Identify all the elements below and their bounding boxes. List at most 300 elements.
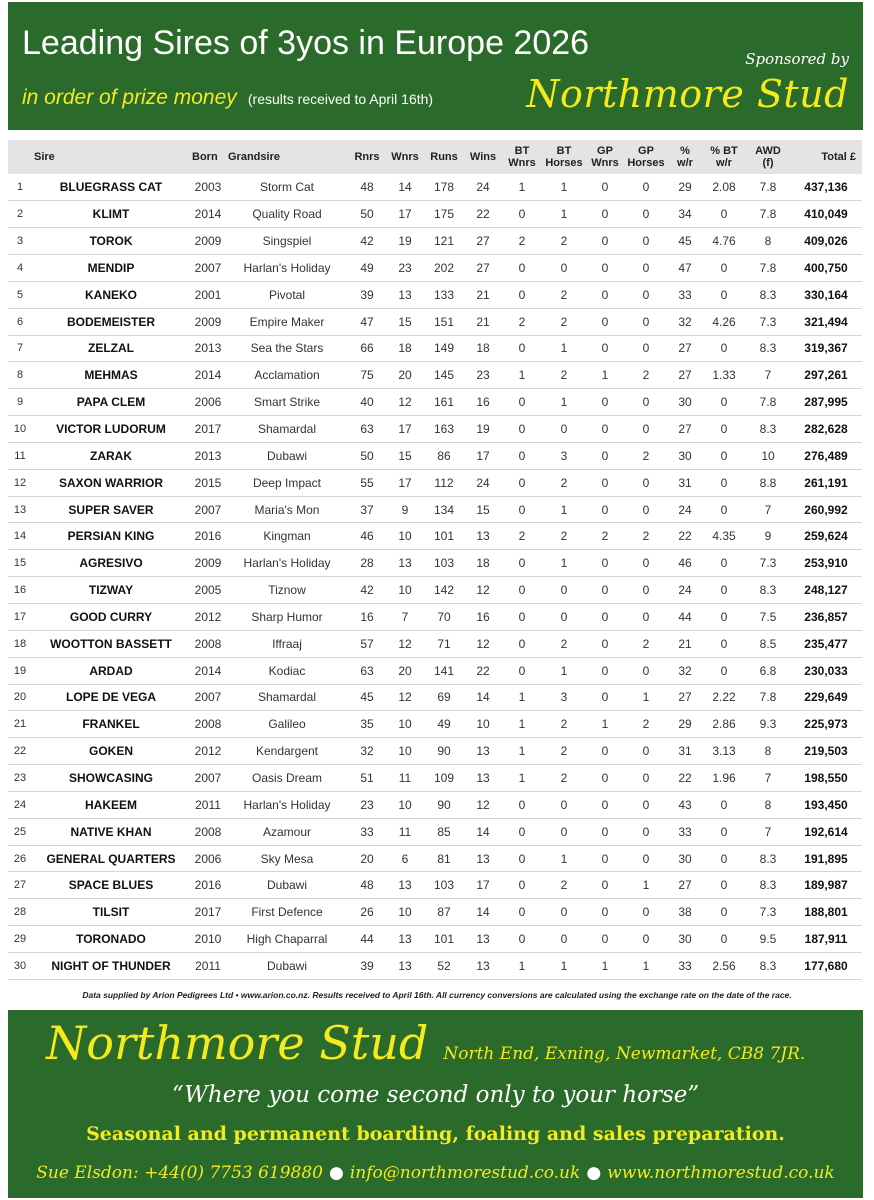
row-born: 2008 bbox=[194, 824, 222, 839]
row-born: 2017 bbox=[194, 905, 222, 920]
row-total: 276,489 bbox=[804, 448, 848, 463]
row-pct-wr: 45 bbox=[678, 234, 692, 249]
row-bt-horses: 2 bbox=[560, 770, 568, 785]
row-total: 261,191 bbox=[804, 475, 848, 490]
row-pct-bt-wr: 4.35 bbox=[712, 529, 736, 544]
row-rnrs: 39 bbox=[360, 287, 374, 302]
row-gp-horses: 1 bbox=[642, 690, 650, 705]
row-wins: 17 bbox=[476, 878, 490, 893]
row-bt-horses: 0 bbox=[560, 422, 568, 437]
row-bt-horses: 0 bbox=[560, 583, 568, 598]
row-rnrs: 46 bbox=[360, 529, 374, 544]
table-row bbox=[8, 281, 862, 308]
row-pct-wr: 30 bbox=[678, 395, 692, 410]
row-rnrs: 63 bbox=[360, 422, 374, 437]
row-wnrs: 10 bbox=[398, 744, 412, 759]
subtitle bbox=[22, 86, 433, 110]
row-total: 192,614 bbox=[804, 824, 848, 839]
row-awd: 8 bbox=[764, 744, 772, 759]
row-wins: 16 bbox=[476, 609, 490, 624]
row-rank: 2 bbox=[16, 208, 24, 221]
row-awd: 8.3 bbox=[759, 287, 777, 302]
row-rnrs: 40 bbox=[360, 395, 374, 410]
row-bt-wnrs: 0 bbox=[518, 341, 526, 356]
row-grandsire: Harlan's Holiday bbox=[243, 260, 331, 275]
footer-brand-row bbox=[46, 1016, 805, 1070]
row-total: 229,649 bbox=[804, 690, 848, 705]
row-bt-wnrs: 1 bbox=[518, 717, 526, 732]
row-wins: 23 bbox=[476, 368, 490, 383]
row-awd: 8.3 bbox=[759, 851, 777, 866]
row-rank: 17 bbox=[13, 610, 27, 623]
table-body bbox=[8, 174, 862, 979]
row-total: 230,033 bbox=[804, 663, 848, 678]
row-total: 259,624 bbox=[804, 529, 848, 544]
row-bt-wnrs: 0 bbox=[518, 583, 526, 598]
row-total: 187,911 bbox=[804, 932, 848, 947]
row-pct-bt-wr: 0 bbox=[720, 797, 728, 812]
row-grandsire: Tiznow bbox=[268, 583, 306, 598]
row-pct-wr: 24 bbox=[678, 502, 692, 517]
row-bt-horses: 1 bbox=[560, 395, 568, 410]
row-bt-horses: 0 bbox=[560, 824, 568, 839]
row-pct-wr: 29 bbox=[678, 717, 692, 732]
row-awd: 8.3 bbox=[759, 878, 777, 893]
row-sire-name: SAXON WARRIOR bbox=[58, 475, 163, 490]
row-total: 219,503 bbox=[804, 744, 848, 759]
row-wnrs: 12 bbox=[398, 690, 412, 705]
row-sire-name: ZARAK bbox=[90, 448, 132, 463]
row-rnrs: 63 bbox=[360, 663, 374, 678]
row-bt-wnrs: 0 bbox=[518, 556, 526, 571]
table-row bbox=[8, 335, 862, 362]
row-born: 2013 bbox=[194, 448, 222, 463]
row-wnrs: 10 bbox=[398, 717, 412, 732]
row-sire-name: GOOD CURRY bbox=[69, 609, 153, 624]
row-wnrs: 10 bbox=[398, 797, 412, 812]
row-wnrs: 7 bbox=[401, 609, 409, 624]
row-bt-wnrs: 1 bbox=[518, 770, 526, 785]
row-gp-horses: 2 bbox=[642, 368, 650, 383]
row-pct-bt-wr: 0 bbox=[720, 583, 728, 598]
row-runs: 109 bbox=[433, 770, 455, 785]
row-gp-wnrs: 0 bbox=[601, 797, 609, 812]
row-wnrs: 9 bbox=[401, 502, 409, 517]
row-gp-horses: 0 bbox=[642, 260, 650, 275]
table-row bbox=[8, 469, 862, 496]
row-total: 253,910 bbox=[804, 556, 848, 571]
row-pct-wr: 27 bbox=[678, 422, 692, 437]
header-banner bbox=[8, 2, 863, 130]
row-rnrs: 16 bbox=[360, 609, 374, 624]
row-pct-bt-wr: 0 bbox=[720, 824, 728, 839]
row-grandsire: Dubawi bbox=[266, 448, 308, 463]
row-rank: 28 bbox=[13, 906, 27, 919]
row-sire-name: AGRESIVO bbox=[79, 556, 143, 571]
row-bt-wnrs: 0 bbox=[518, 207, 526, 222]
row-pct-wr: 30 bbox=[678, 448, 692, 463]
row-wins: 21 bbox=[476, 314, 490, 329]
table-row bbox=[8, 684, 862, 711]
row-pct-bt-wr: 0 bbox=[720, 341, 728, 356]
row-gp-horses: 2 bbox=[642, 529, 650, 544]
col-grandsire-header: Grandsire bbox=[228, 151, 280, 163]
table-row bbox=[8, 711, 862, 738]
row-bt-horses: 1 bbox=[560, 502, 568, 517]
row-runs: 149 bbox=[433, 341, 455, 356]
row-sire-name: MENDIP bbox=[87, 260, 135, 275]
row-rank: 15 bbox=[13, 557, 27, 570]
row-gp-horses: 2 bbox=[642, 717, 650, 732]
row-grandsire: Galileo bbox=[268, 717, 306, 732]
row-gp-horses: 0 bbox=[642, 314, 650, 329]
row-grandsire: Oasis Dream bbox=[251, 770, 322, 785]
row-wnrs: 17 bbox=[398, 475, 412, 490]
row-grandsire: Harlan's Holiday bbox=[243, 797, 331, 812]
row-pct-wr: 30 bbox=[678, 932, 692, 947]
row-bt-wnrs: 1 bbox=[518, 744, 526, 759]
row-gp-wnrs: 0 bbox=[601, 878, 609, 893]
table-row bbox=[8, 174, 862, 201]
row-born: 2017 bbox=[194, 422, 222, 437]
row-total: 225,973 bbox=[804, 717, 848, 732]
row-rank: 1 bbox=[16, 181, 24, 194]
row-bt-wnrs: 2 bbox=[518, 314, 526, 329]
col-wnrs-header: Wnrs bbox=[391, 151, 419, 163]
row-rank: 8 bbox=[16, 369, 24, 382]
row-wnrs: 17 bbox=[398, 207, 412, 222]
row-wins: 24 bbox=[476, 180, 490, 195]
row-pct-bt-wr: 0 bbox=[720, 609, 728, 624]
row-runs: 121 bbox=[433, 234, 455, 249]
row-wins: 19 bbox=[476, 422, 490, 437]
row-rank: 23 bbox=[13, 771, 27, 784]
data-source-footnote: Data supplied by Arion Pedigrees Ltd • www.arion.co.nz. Results received to April 16th. All currency conversions are calculated using the exchange rate on the date of the race. bbox=[82, 990, 792, 1000]
row-gp-horses: 0 bbox=[642, 556, 650, 571]
row-total: 248,127 bbox=[804, 583, 848, 598]
row-born: 2009 bbox=[194, 234, 222, 249]
row-wins: 12 bbox=[476, 636, 490, 651]
row-gp-wnrs: 0 bbox=[601, 851, 609, 866]
row-wnrs: 17 bbox=[398, 422, 412, 437]
row-pct-wr: 22 bbox=[678, 529, 692, 544]
table-row bbox=[8, 201, 862, 228]
row-rank: 21 bbox=[13, 718, 27, 731]
row-wins: 14 bbox=[476, 824, 490, 839]
row-runs: 71 bbox=[437, 636, 451, 651]
row-total: 177,680 bbox=[804, 958, 848, 973]
table-row bbox=[8, 389, 862, 416]
row-sire-name: KANEKO bbox=[84, 287, 137, 302]
row-rnrs: 44 bbox=[360, 932, 374, 947]
row-pct-bt-wr: 3.13 bbox=[712, 744, 736, 759]
row-wins: 27 bbox=[476, 234, 490, 249]
row-grandsire: Sea the Stars bbox=[250, 341, 324, 356]
row-sire-name: VICTOR LUDORUM bbox=[56, 422, 166, 437]
contact-website-link[interactable]: www.northmorestud.co.uk bbox=[607, 1163, 835, 1183]
row-wins: 21 bbox=[476, 287, 490, 302]
row-wins: 13 bbox=[476, 744, 490, 759]
row-born: 2008 bbox=[194, 717, 222, 732]
row-sire-name: WOOTTON BASSETT bbox=[50, 636, 172, 651]
row-pct-bt-wr: 0 bbox=[720, 287, 728, 302]
row-wnrs: 20 bbox=[398, 368, 412, 383]
row-born: 2011 bbox=[195, 797, 221, 812]
row-wins: 13 bbox=[476, 770, 490, 785]
row-born: 2003 bbox=[194, 180, 222, 195]
row-total: 188,801 bbox=[804, 905, 848, 920]
row-awd: 8 bbox=[764, 797, 772, 812]
row-gp-wnrs: 0 bbox=[601, 556, 609, 571]
row-gp-wnrs: 0 bbox=[601, 609, 609, 624]
row-rnrs: 23 bbox=[360, 797, 374, 812]
row-runs: 133 bbox=[433, 287, 455, 302]
row-bt-wnrs: 1 bbox=[518, 180, 526, 195]
row-awd: 8 bbox=[764, 234, 772, 249]
row-total: 282,628 bbox=[804, 422, 848, 437]
row-rnrs: 66 bbox=[360, 341, 374, 356]
row-born: 2014 bbox=[194, 663, 222, 678]
table-row bbox=[8, 550, 862, 577]
row-runs: 101 bbox=[433, 932, 455, 947]
row-pct-bt-wr: 0 bbox=[720, 448, 728, 463]
row-bt-wnrs: 0 bbox=[518, 448, 526, 463]
table-row bbox=[8, 791, 862, 818]
row-rank: 4 bbox=[16, 261, 24, 274]
row-pct-wr: 33 bbox=[678, 824, 692, 839]
row-wnrs: 13 bbox=[398, 287, 412, 302]
row-bt-wnrs: 1 bbox=[518, 958, 526, 973]
row-sire-name: BLUEGRASS CAT bbox=[59, 180, 163, 195]
footer-tagline: “Where you come second only to your horse” bbox=[171, 1082, 700, 1108]
row-wnrs: 6 bbox=[401, 851, 409, 866]
row-total: 189,987 bbox=[804, 878, 848, 893]
row-runs: 103 bbox=[433, 878, 455, 893]
row-rnrs: 42 bbox=[360, 583, 374, 598]
row-rank: 22 bbox=[13, 745, 27, 758]
row-gp-wnrs: 0 bbox=[601, 583, 609, 598]
row-awd: 7.8 bbox=[759, 180, 777, 195]
row-bt-wnrs: 0 bbox=[518, 878, 526, 893]
row-gp-wnrs: 0 bbox=[601, 770, 609, 785]
row-born: 2014 bbox=[194, 207, 222, 222]
row-born: 2001 bbox=[194, 287, 222, 302]
row-pct-bt-wr: 0 bbox=[720, 932, 728, 947]
row-born: 2016 bbox=[194, 529, 222, 544]
row-bt-horses: 1 bbox=[560, 851, 568, 866]
row-pct-bt-wr: 2.56 bbox=[712, 958, 736, 973]
table-header-row bbox=[8, 140, 862, 174]
row-wnrs: 10 bbox=[398, 529, 412, 544]
row-bt-horses: 2 bbox=[560, 878, 568, 893]
row-born: 2013 bbox=[194, 341, 222, 356]
row-bt-wnrs: 0 bbox=[518, 502, 526, 517]
row-rnrs: 51 bbox=[360, 770, 374, 785]
row-sire-name: KLIMT bbox=[92, 207, 130, 222]
row-awd: 7.3 bbox=[759, 314, 777, 329]
row-bt-wnrs: 2 bbox=[518, 234, 526, 249]
contact-email-link[interactable]: info@northmorestud.co.uk bbox=[349, 1163, 581, 1183]
row-runs: 81 bbox=[437, 851, 451, 866]
row-wnrs: 13 bbox=[398, 878, 412, 893]
row-grandsire: First Defence bbox=[251, 905, 323, 920]
table-row bbox=[8, 845, 862, 872]
row-sire-name: MEHMAS bbox=[84, 368, 138, 383]
row-rnrs: 26 bbox=[360, 905, 374, 920]
row-rnrs: 42 bbox=[360, 234, 374, 249]
row-total: 410,049 bbox=[804, 207, 848, 222]
row-total: 409,026 bbox=[804, 234, 848, 249]
row-gp-wnrs: 1 bbox=[601, 958, 609, 973]
footer-address: North End, Exning, Newmarket, CB8 7JR. bbox=[443, 1044, 806, 1064]
col-gp-horses-header: GP Horses bbox=[627, 145, 665, 169]
row-rank: 6 bbox=[16, 315, 24, 328]
row-rnrs: 45 bbox=[360, 690, 374, 705]
row-grandsire: Azamour bbox=[262, 824, 312, 839]
table-row bbox=[8, 523, 862, 550]
row-sire-name: SHOWCASING bbox=[69, 770, 153, 785]
row-grandsire: Kingman bbox=[263, 529, 311, 544]
row-gp-wnrs: 0 bbox=[601, 744, 609, 759]
row-sire-name: NIGHT OF THUNDER bbox=[51, 958, 171, 973]
row-bt-horses: 2 bbox=[560, 287, 568, 302]
table-row bbox=[8, 255, 862, 282]
table-row bbox=[8, 630, 862, 657]
row-wnrs: 10 bbox=[398, 905, 412, 920]
row-born: 2012 bbox=[194, 744, 222, 759]
row-sire-name: GENERAL QUARTERS bbox=[46, 851, 176, 866]
row-rank: 14 bbox=[13, 530, 27, 543]
row-bt-horses: 1 bbox=[560, 341, 568, 356]
row-rank: 5 bbox=[16, 288, 24, 301]
row-wnrs: 19 bbox=[398, 234, 412, 249]
row-wins: 18 bbox=[476, 341, 490, 356]
table-row bbox=[8, 228, 862, 255]
row-bt-wnrs: 0 bbox=[518, 851, 526, 866]
row-rank: 27 bbox=[13, 879, 27, 892]
row-total: 198,550 bbox=[804, 770, 848, 785]
row-born: 2006 bbox=[194, 395, 222, 410]
row-bt-horses: 3 bbox=[560, 448, 568, 463]
row-born: 2009 bbox=[194, 556, 222, 571]
row-bt-horses: 2 bbox=[560, 475, 568, 490]
row-bt-wnrs: 0 bbox=[518, 287, 526, 302]
row-gp-horses: 0 bbox=[642, 932, 650, 947]
row-runs: 87 bbox=[437, 905, 451, 920]
row-bt-horses: 2 bbox=[560, 636, 568, 651]
row-runs: 112 bbox=[434, 475, 454, 490]
row-wins: 22 bbox=[476, 663, 490, 678]
row-pct-bt-wr: 1.96 bbox=[712, 770, 736, 785]
row-wins: 27 bbox=[476, 260, 490, 275]
row-awd: 9 bbox=[764, 529, 772, 544]
row-wins: 16 bbox=[476, 395, 490, 410]
row-wnrs: 15 bbox=[398, 314, 412, 329]
row-runs: 52 bbox=[437, 958, 451, 973]
row-grandsire: Storm Cat bbox=[259, 180, 314, 195]
row-wnrs: 13 bbox=[398, 958, 412, 973]
row-gp-horses: 0 bbox=[642, 287, 650, 302]
row-rnrs: 35 bbox=[360, 717, 374, 732]
row-gp-horses: 0 bbox=[642, 422, 650, 437]
row-rank: 3 bbox=[16, 235, 24, 248]
col-pct-bt-wr-header: % BT w/r bbox=[710, 145, 738, 169]
row-sire-name: NATIVE KHAN bbox=[70, 824, 152, 839]
row-grandsire: Shamardal bbox=[257, 690, 317, 705]
row-wnrs: 13 bbox=[398, 556, 412, 571]
row-awd: 9.3 bbox=[759, 717, 777, 732]
row-bt-wnrs: 1 bbox=[518, 368, 526, 383]
row-bt-horses: 0 bbox=[560, 260, 568, 275]
row-rnrs: 47 bbox=[360, 314, 374, 329]
row-awd: 8.3 bbox=[759, 583, 777, 598]
row-pct-wr: 44 bbox=[678, 609, 692, 624]
row-awd: 8.3 bbox=[759, 958, 777, 973]
row-wins: 22 bbox=[476, 207, 490, 222]
row-rnrs: 37 bbox=[360, 502, 374, 517]
table-row bbox=[8, 442, 862, 469]
row-awd: 8.5 bbox=[759, 636, 777, 651]
row-wins: 13 bbox=[476, 932, 490, 947]
row-wins: 13 bbox=[476, 851, 490, 866]
row-grandsire: Singspiel bbox=[262, 234, 312, 249]
row-born: 2011 bbox=[195, 958, 221, 973]
row-wins: 13 bbox=[476, 958, 490, 973]
footer-brand-logo: Northmore Stud bbox=[46, 1016, 429, 1070]
col-awd-header: AWD (f) bbox=[755, 145, 781, 169]
row-bt-wnrs: 0 bbox=[518, 824, 526, 839]
table-row bbox=[8, 308, 862, 335]
row-total: 321,494 bbox=[804, 314, 848, 329]
row-pct-bt-wr: 0 bbox=[720, 636, 728, 651]
col-pct-wr-header: % w/r bbox=[677, 145, 693, 169]
row-wnrs: 15 bbox=[398, 448, 412, 463]
row-gp-horses: 0 bbox=[642, 395, 650, 410]
row-gp-horses: 0 bbox=[642, 797, 650, 812]
row-born: 2008 bbox=[194, 636, 222, 651]
row-grandsire: Deep Impact bbox=[252, 475, 322, 490]
row-total: 437,136 bbox=[804, 180, 848, 195]
row-runs: 141 bbox=[433, 663, 455, 678]
row-gp-wnrs: 1 bbox=[601, 717, 609, 732]
row-gp-horses: 1 bbox=[642, 878, 650, 893]
row-bt-horses: 2 bbox=[560, 314, 568, 329]
row-sire-name: PAPA CLEM bbox=[76, 395, 146, 410]
row-grandsire: Dubawi bbox=[266, 958, 308, 973]
row-pct-wr: 38 bbox=[678, 905, 692, 920]
row-pct-bt-wr: 0 bbox=[720, 556, 728, 571]
sponsored-by-label: Sponsored by bbox=[745, 50, 849, 68]
row-wins: 10 bbox=[476, 717, 490, 732]
row-pct-wr: 46 bbox=[678, 556, 692, 571]
row-rnrs: 49 bbox=[360, 260, 374, 275]
row-born: 2012 bbox=[194, 609, 222, 624]
row-grandsire: Quality Road bbox=[252, 207, 322, 222]
row-born: 2005 bbox=[194, 583, 222, 598]
bullet-icon: ● bbox=[586, 1163, 602, 1183]
row-total: 330,164 bbox=[804, 287, 848, 302]
row-pct-bt-wr: 2.86 bbox=[712, 717, 736, 732]
row-runs: 161 bbox=[433, 395, 455, 410]
subtitle-main: in order of prize money bbox=[22, 86, 237, 109]
row-rnrs: 48 bbox=[360, 878, 374, 893]
row-pct-bt-wr: 0 bbox=[720, 207, 728, 222]
row-sire-name: TOROK bbox=[89, 234, 133, 249]
row-pct-wr: 33 bbox=[678, 287, 692, 302]
row-bt-horses: 2 bbox=[560, 368, 568, 383]
row-total: 193,450 bbox=[804, 797, 848, 812]
row-pct-wr: 30 bbox=[678, 851, 692, 866]
